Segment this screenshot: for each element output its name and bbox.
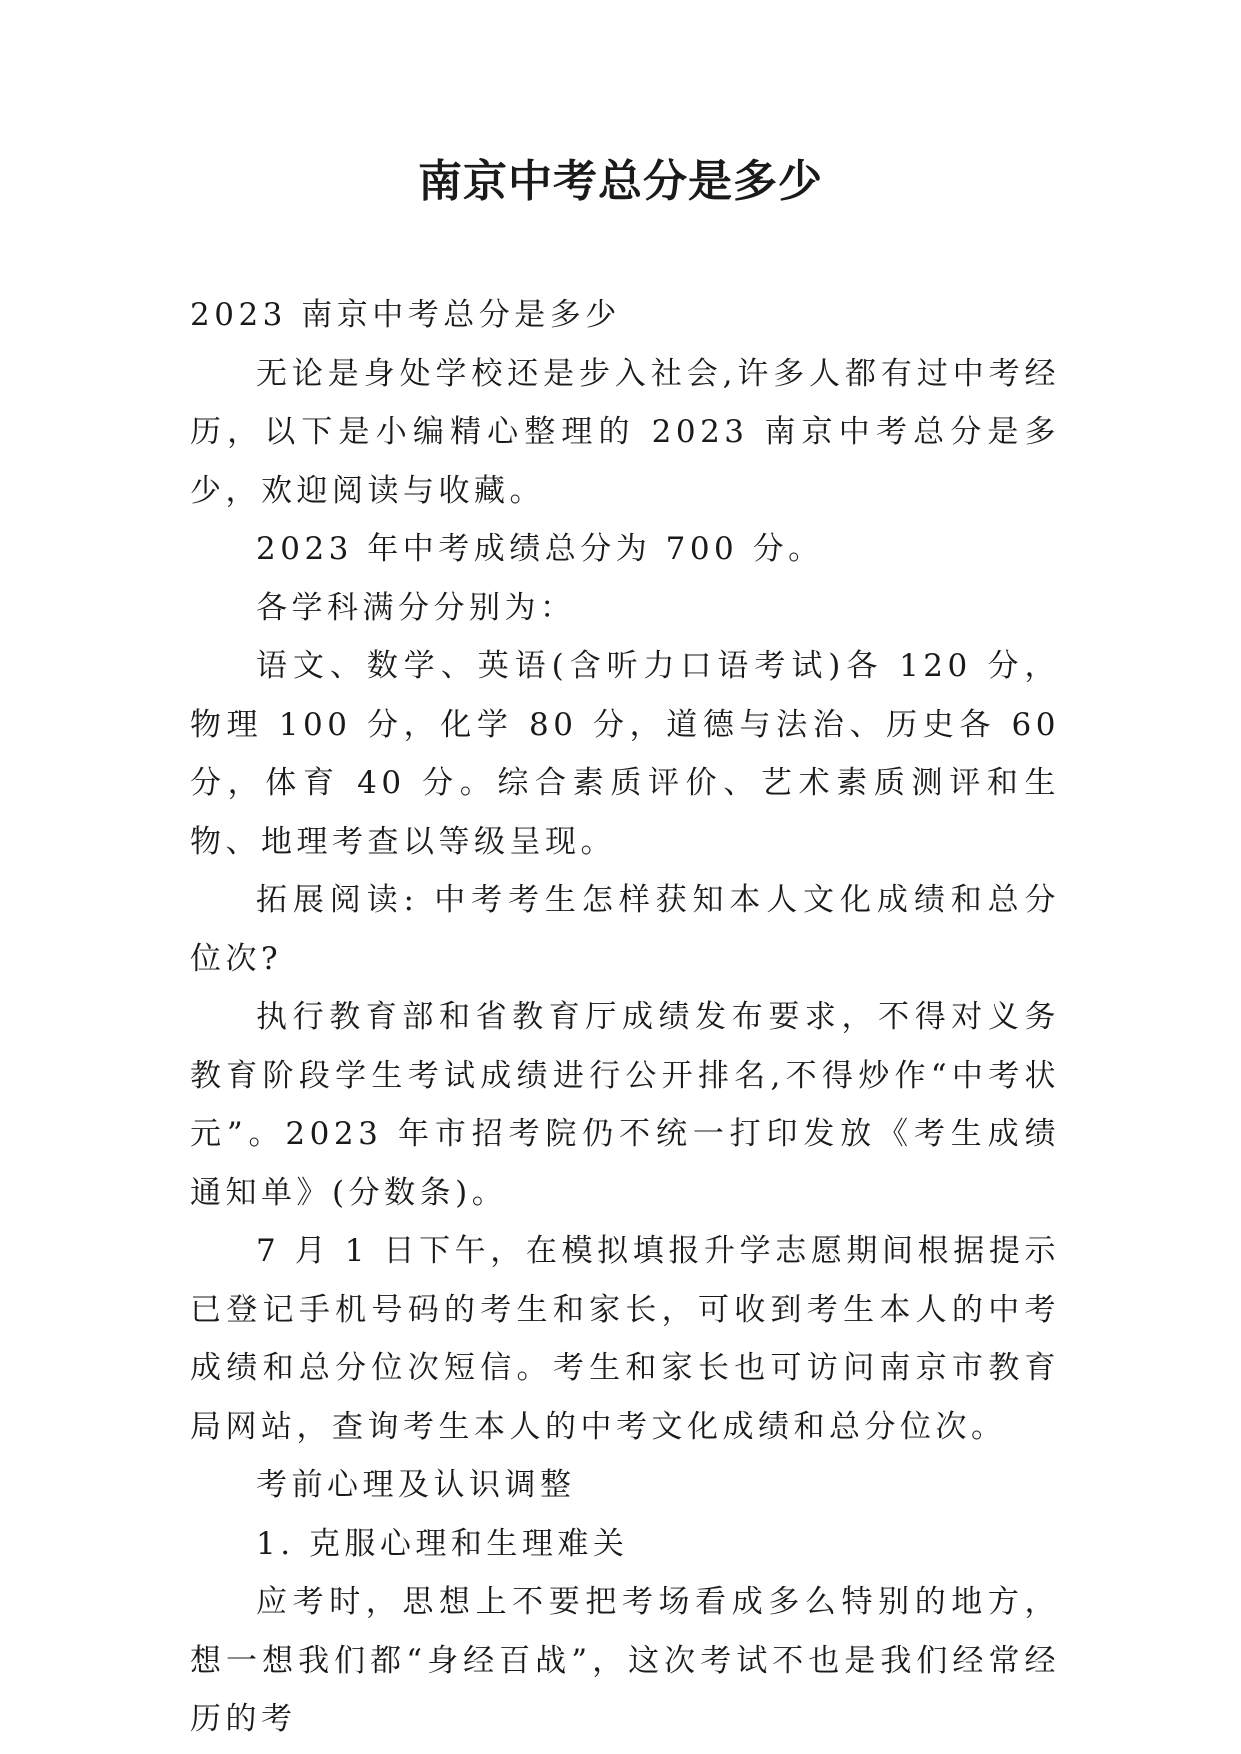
paragraph-total-score: 2023 年中考成绩总分为 700 分。: [256, 531, 824, 567]
paragraph-intro: 无论是身处学校还是步入社会,许多人都有过中考经历，以下是小编精心整理的 2023 南京中考总分是多少，欢迎阅读与收藏。: [190, 355, 1060, 509]
paragraph-exam-mindset: 应考时，思想上不要把考场看成多么特别的地方，想一想我们都“身经百战”，这次考试不也是我们经常经历的考: [190, 1584, 1060, 1737]
paragraph-section-heading: 考前心理及认识调整: [256, 1467, 576, 1503]
paragraph-subtitle: 2023 南京中考总分是多少: [190, 297, 621, 333]
paragraph-subject-scores: 语文、数学、英语(含听力口语考试)各 120 分，物理 100 分，化学 80 分，道德与法治、历史各 60 分，体育 40 分。综合素质评价、艺术素质测评和生物、地理考查以等级呈现。: [190, 648, 1060, 860]
paragraph-score-notification: 7 月 1 日下午，在模拟填报升学志愿期间根据提示已登记手机号码的考生和家长，可收到考生本人的中考成绩和总分位次短信。考生和家长也可访问南京市教育局网站，查询考生本人的中考文化成绩和总分位次。: [190, 1233, 1060, 1445]
document-title: 南京中考总分是多少: [418, 156, 823, 207]
paragraph-ranking-policy: 执行教育部和省教育厅成绩发布要求，不得对义务教育阶段学生考试成绩进行公开排名,不得炒作“中考状元”。2023 年市招考院仍不统一打印发放《考生成绩通知单》(分数条)。: [190, 999, 1060, 1211]
paragraph-subheading: 1. 克服心理和生理难关: [256, 1525, 629, 1562]
paragraph-extended-reading: 拓展阅读: 中考考生怎样获知本人文化成绩和总分位次?: [190, 882, 1060, 977]
paragraph-subject-heading: 各学科满分分别为：: [256, 589, 576, 626]
document-body: [190, 286, 1060, 1749]
